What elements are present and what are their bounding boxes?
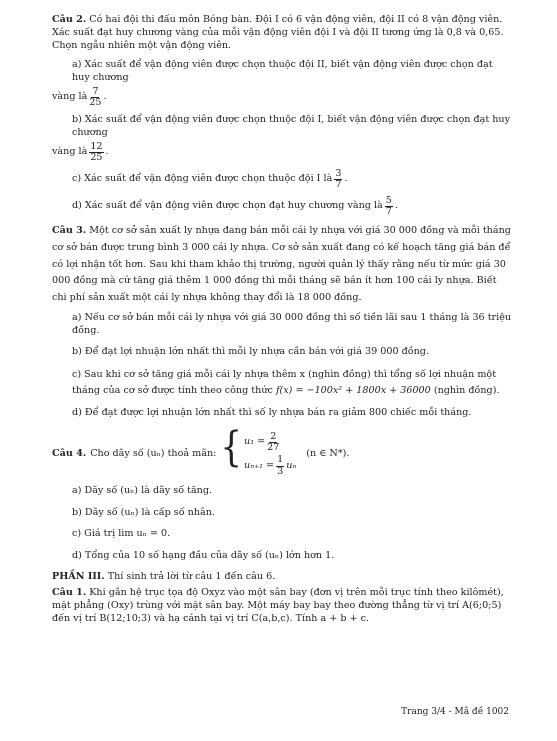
q2-intro xyxy=(52,14,512,53)
q2-a-text: a) Xác suất để vận động viên được chọn thuộc đội II, biết vận động viên được chọn đạt huy chương xyxy=(72,58,493,83)
q2-b-den: 25 xyxy=(90,151,103,163)
q3-c-formula: f(x) = −100x² + 1800x + 36000 xyxy=(275,385,431,397)
q2-c-line: c) Xác suất để vận động viên được chọn thuộc đội I là $\frac{3}{7}$ . xyxy=(72,167,348,190)
q4-sys-line1 xyxy=(244,432,296,453)
q3-intro-text: Một cơ sở sản xuất ly nhựa đang bán mỗi cái ly nhựa với giá 30 000 đồng và mỗi tháng cơ sở bán được trung bình 3 000 cái ly nhựa. Cơ sở sản xuất đang có kế hoạch tăng giá bán để có lợi nhận tốt hơn. Sau khi tham khảo thị trường, người quản lý thấy rằng nếu từ mức giá 30 000 đồng mà cứ tăng giá thêm 1 000 đồng thì mỗi tháng sẽ bán ít hơn 100 cái ly nhựa. Biết chi phí sản xuất một cái ly nhựa không thay đổi là 18 000 đồng. xyxy=(52,225,511,304)
q4-system xyxy=(220,424,350,477)
q2-c-fraction xyxy=(334,169,342,190)
part3-q1-title: Câu 1. xyxy=(52,587,87,599)
page-footer: Trang 3/4 - Mã đề 1002 xyxy=(401,707,509,717)
q2-b-tail-text: vàng là xyxy=(52,145,88,157)
q2-b-num: 12 xyxy=(90,140,103,152)
q2-a-line xyxy=(52,59,512,85)
q4-sys-line1-lhs: u₁ = xyxy=(244,436,266,448)
q2-a-fraction xyxy=(89,87,101,108)
part3-q1-text: Khi gắn hệ trục tọa độ Oxyz vào một sân bay (đơn vị trên mỗi trục tính theo kilômét), mặt phẳng (Oxy) trùng với mặt sân bay. Một máy bay bay theo đường thẳng từ vị trí A(6;0;5) đến vị trí B(12;10;3) và hạ cánh tại vị trí C(a,b,c). Tính a + b + c. xyxy=(52,587,504,625)
q4-d: d) Tổng của 10 số hạng đầu của dãy số (uₙ) lớn hơn 1. xyxy=(72,550,335,562)
q4-sys-line2-num: 1 xyxy=(277,454,284,466)
q2-a-num: 7 xyxy=(92,85,99,97)
left-brace-icon: { xyxy=(220,424,243,473)
q2-c-den: 7 xyxy=(335,178,342,190)
part3-heading xyxy=(52,571,512,584)
q2-a-den: 25 xyxy=(89,96,102,108)
q2-b-text: b) Xác suất để vận động viên được chọn thuộc đội I, biết vận động viên được chọn đạt huy chương xyxy=(72,113,511,138)
q4-c: c) Giá trị lim uₙ = 0. xyxy=(72,528,171,540)
q3-b: b) Để đạt lợi nhuận lớn nhất thì mỗi ly nhựa cần bán với giá 39 000 đồng. xyxy=(72,345,429,357)
q4-sys-line1-fraction xyxy=(267,432,279,453)
q4-sys-line2-lhs: uₙ₊₁ = xyxy=(244,459,275,471)
q2-title: Câu 2. xyxy=(52,14,87,25)
q4-sys-line1-num: 2 xyxy=(270,431,277,443)
q4-sys-line2 xyxy=(244,455,296,476)
q4-sys-line2-fraction xyxy=(276,455,284,476)
q3-d: d) Để đạt được lợi nhuận lớn nhất thì số ly nhựa bán ra giảm 800 chiếc mỗi tháng. xyxy=(72,407,472,419)
q2-d-den: 7 xyxy=(385,206,392,217)
q4-title: Câu 4. xyxy=(52,447,87,459)
q2-d-line: d) Xác suất để vận động viên được chọn đạt huy chương vàng là $\frac{5}{7}$ . xyxy=(72,194,398,217)
part3-heading-rest: Thí sinh trả lời từ câu 1 đến câu 6. xyxy=(107,571,276,583)
q4-a: a) Dãy số (uₙ) là dãy số tăng. xyxy=(72,484,213,496)
q2-d-text: d) Xác suất để vận động viên được chọn đạt huy chương vàng là xyxy=(72,200,383,212)
q3-c-text: c) Sau khi cơ sở tăng giá mỗi cái ly nhựa thêm x (nghìn đồng) thì tổng số lợi nhuận một tháng của cơ sở được tính theo công thức xyxy=(72,368,497,397)
part3-q1 xyxy=(52,587,512,626)
q3-c xyxy=(52,367,512,400)
q4-b: b) Dãy số (uₙ) là cấp số nhân. xyxy=(72,506,215,518)
exam-page xyxy=(52,14,512,626)
q4-intro-text: Cho dãy số (uₙ) thoả mãn: xyxy=(90,447,217,459)
q2-a-tail: vàng là $\frac{7}{25}$ . xyxy=(52,85,107,108)
q2-intro-text: Có hai đội thi đấu môn Bóng bàn. Đội I có 6 vận động viên, đội II có 8 vận động viên. Xác suất đạt huy chương vàng của mỗi vận động viên đội I và đội II tương ứng là 0,8 và 0,65. Chọn ngẫu nhiên một vận động viên. xyxy=(52,14,504,51)
q4-sys-line1-den: 27 xyxy=(267,442,280,454)
q3-c-unit: (nghìn đồng). xyxy=(433,385,500,397)
q4-intro xyxy=(52,424,512,477)
part3-heading-label: PHẦN III. xyxy=(52,571,105,583)
q2-c-num: 3 xyxy=(335,167,342,179)
q2-b-fraction xyxy=(89,142,103,163)
q3-intro xyxy=(52,223,512,307)
q2-b-tail: vàng là $\frac{12}{25}$ . xyxy=(52,140,109,163)
q4-sys-line2-den: 3 xyxy=(277,465,284,477)
q3-title: Câu 3. xyxy=(52,225,87,237)
q2-d-num: 5 xyxy=(385,194,392,206)
q2-b-line xyxy=(52,114,512,140)
q2-c-text: c) Xác suất để vận động viên được chọn thuộc đội I là xyxy=(72,172,333,184)
q4-system-lines xyxy=(244,432,296,476)
q3-a: a) Nếu cơ sở bán mỗi cái ly nhựa với giá 30 000 đồng thì số tiền lãi sau 1 tháng là 36 triệu đồng. xyxy=(72,311,512,336)
q4-sys-line2-rhs: uₙ xyxy=(286,459,297,471)
q2-d-fraction xyxy=(385,196,393,217)
q2-a-tail-text: vàng là xyxy=(52,90,88,102)
q4-sys-cond: (n ∈ N*). xyxy=(306,447,350,459)
